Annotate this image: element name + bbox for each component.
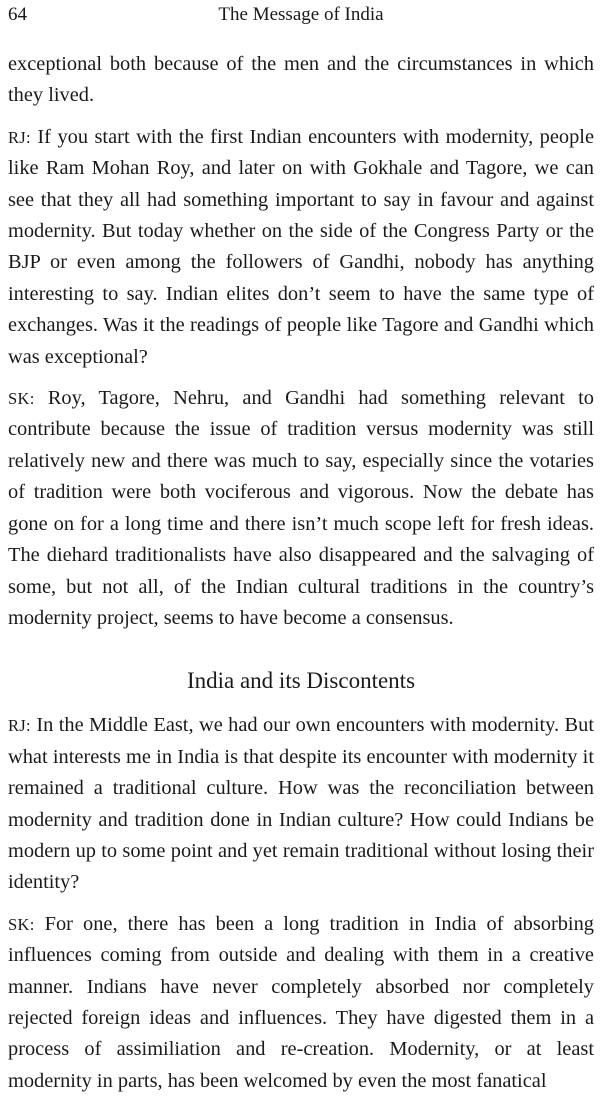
- speaker-label: RJ:: [8, 716, 31, 736]
- paragraph-text: In the Middle East, we had our own encounters with modernity. But what interests me in India is that despite its encounter with modernity it remained a traditional culture. How was the reconciliation between modernity and tradition done in Indian culture? How could Indians be modern up to some point and yet remain traditional without losing their identity?: [8, 714, 594, 894]
- paragraph-text: exceptional both because of the men and the circumstances in which they lived.: [8, 53, 594, 107]
- running-title: The Message of India: [218, 4, 384, 25]
- page-number: 64: [8, 4, 27, 25]
- paragraph-text: If you start with the first Indian encounters with modernity, people like Ram Mohan Roy, and later on with Gokhale and Tagore, we can see that they all had something important to say in favour and against modernity. But today whether on the side of the Congress Party or the BJP or even among the followers of Gandhi, nobody has anything interesting to say. Indian elites don’t seem to have the same type of exchanges. Was it the readings of people like Tagore and Gandhi which was exceptional?: [8, 125, 594, 368]
- paragraph-sk-answer-2: [8, 909, 594, 1097]
- running-head: [8, 0, 594, 30]
- paragraph-rj-question-2: [8, 710, 594, 898]
- speaker-label: SK:: [8, 914, 35, 934]
- speaker-label: RJ:: [8, 127, 31, 147]
- paragraph-sk-answer-1: [8, 383, 594, 634]
- speaker-label: SK:: [8, 389, 35, 409]
- paragraph-text: For one, there has been a long tradition in India of absorbing influences coming from outside and dealing with them in a creative manner. Indians have never completely absorbed nor completely rejected foreign ideas and influences. They have digested them in a process of assimiliation and re-creation. Modernity, or at least modernity in parts, has been welcomed by even the most fanatical: [8, 912, 594, 1092]
- paragraph-rj-question-1: [8, 122, 594, 373]
- paragraph-text: Roy, Tagore, Nehru, and Gandhi had something relevant to contribute because the issue of tradition versus modernity was still relatively new and there was much to say, especially since the votaries of tradition were both vociferous and vigorous. Now the debate has gone on for a long time and there isn’t much scope left for fresh ideas. The diehard traditionalists have also disappeared and the salvaging of some, but not all, of the Indian cultural traditions in the country’s modernity project, seems to have become a consensus.: [8, 387, 594, 629]
- paragraph-continuation: [8, 49, 594, 112]
- section-heading: India and its Discontents: [186, 668, 416, 694]
